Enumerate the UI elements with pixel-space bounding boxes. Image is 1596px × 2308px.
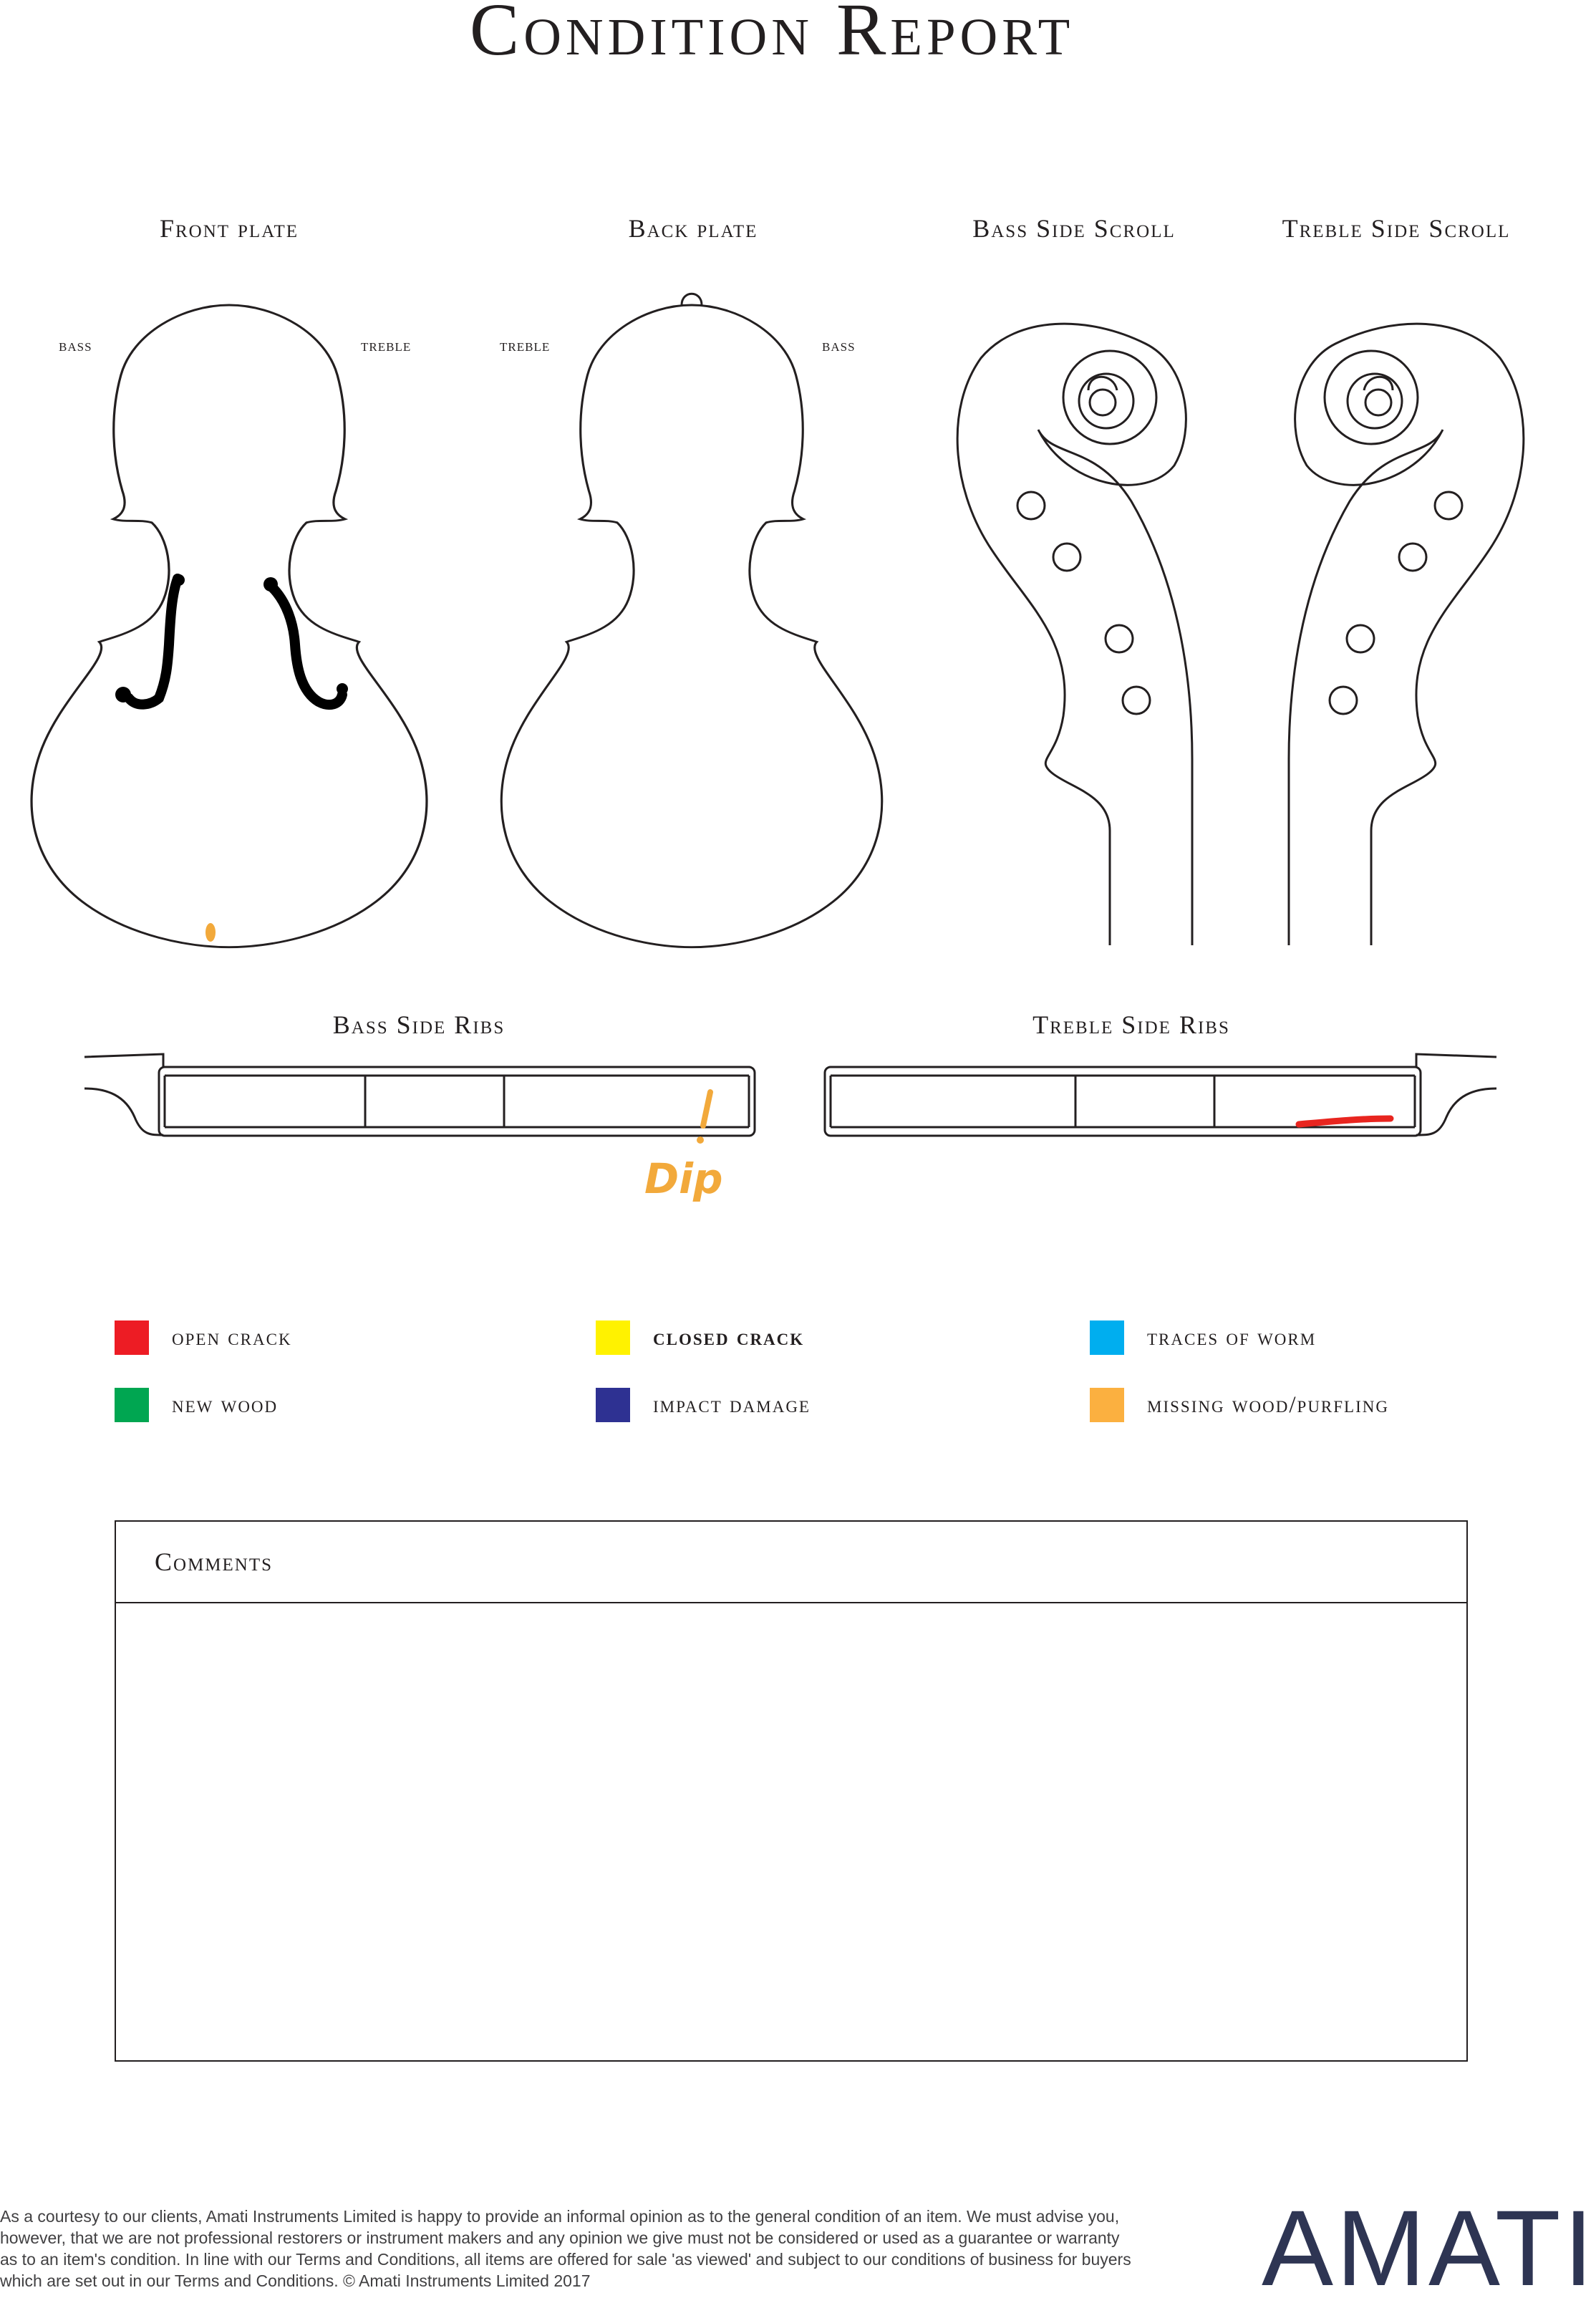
front-bass-label: bass [59, 337, 92, 355]
legend-item-open-crack [115, 1320, 292, 1356]
back-bass-label: bass [822, 337, 856, 355]
legend-swatch-impact-damage [596, 1388, 630, 1422]
comments-heading: Comments [116, 1522, 1466, 1603]
legend-swatch-missing-wood [1090, 1388, 1124, 1422]
bass-side-scroll-outline [957, 324, 1192, 945]
bass-side-scroll-heading: Bass Side Scroll [972, 214, 1176, 243]
bass-side-ribs-outline [84, 1054, 755, 1136]
treble-side-ribs-outline [825, 1054, 1496, 1136]
legend-label-missing-wood: missing wood/purfling [1147, 1391, 1389, 1418]
front-treble-label: treble [361, 337, 412, 355]
amati-logo: AMATI [1262, 2188, 1596, 2308]
treble-side-scroll-outline [1289, 324, 1524, 945]
front-plate-outline [32, 305, 427, 947]
legend-label-open-crack: open crack [172, 1324, 292, 1351]
front-plate-heading: Front plate [159, 214, 299, 243]
back-plate-heading: Back plate [628, 214, 758, 243]
front-orange-mark [205, 923, 216, 942]
legend-label-impact-damage: impact damage [653, 1391, 811, 1418]
f-hole-left [129, 579, 178, 705]
legend-item-missing-wood [1090, 1387, 1389, 1423]
page-title: Condition Report [469, 0, 1075, 71]
treble-rib-red-mark [1299, 1119, 1391, 1124]
legend-item-traces-of-worm [1090, 1320, 1316, 1356]
comments-box [115, 1520, 1468, 2062]
comments-body[interactable] [116, 1603, 1466, 2059]
treble-side-ribs-heading: Treble Side Ribs [1032, 1010, 1230, 1039]
legend-label-new-wood: new wood [172, 1391, 279, 1418]
legend-swatch-open-crack [115, 1320, 149, 1355]
legend-label-closed-crack: closed crack [653, 1324, 805, 1351]
legend-item-closed-crack [596, 1320, 804, 1356]
legend-swatch-traces-of-worm [1090, 1320, 1124, 1355]
back-plate-outline [501, 294, 881, 947]
treble-side-scroll-heading: Treble Side Scroll [1282, 214, 1511, 243]
dip-annotation: Dip [644, 1154, 723, 1203]
legend-item-new-wood [115, 1387, 278, 1423]
legend-label-traces-of-worm: traces of worm [1147, 1324, 1317, 1351]
legend-swatch-new-wood [115, 1388, 149, 1422]
f-hole-right [272, 587, 342, 705]
bass-side-ribs-heading: Bass Side Ribs [332, 1010, 506, 1039]
back-treble-label: treble [500, 337, 551, 355]
disclaimer-text: As a courtesy to our clients, Amati Instruments Limited is happy to provide an informal opinion as to the general condition of an item. We must advise you, however, that we are not professional restorers or instrument makers and any opinion we give must not be considered or used as a guarantee or warranty as to an item's condition. In line with our Terms and Conditions, all items are offered for sale 'as viewed' and subject to our conditions of business for buyers which are set out in our Terms and Conditions. © Amati Instruments Limited 2017 [0, 2207, 1131, 2290]
legend-item-impact-damage [596, 1387, 811, 1423]
legend-swatch-closed-crack [596, 1320, 630, 1355]
bass-rib-yellow-mark [703, 1092, 710, 1126]
